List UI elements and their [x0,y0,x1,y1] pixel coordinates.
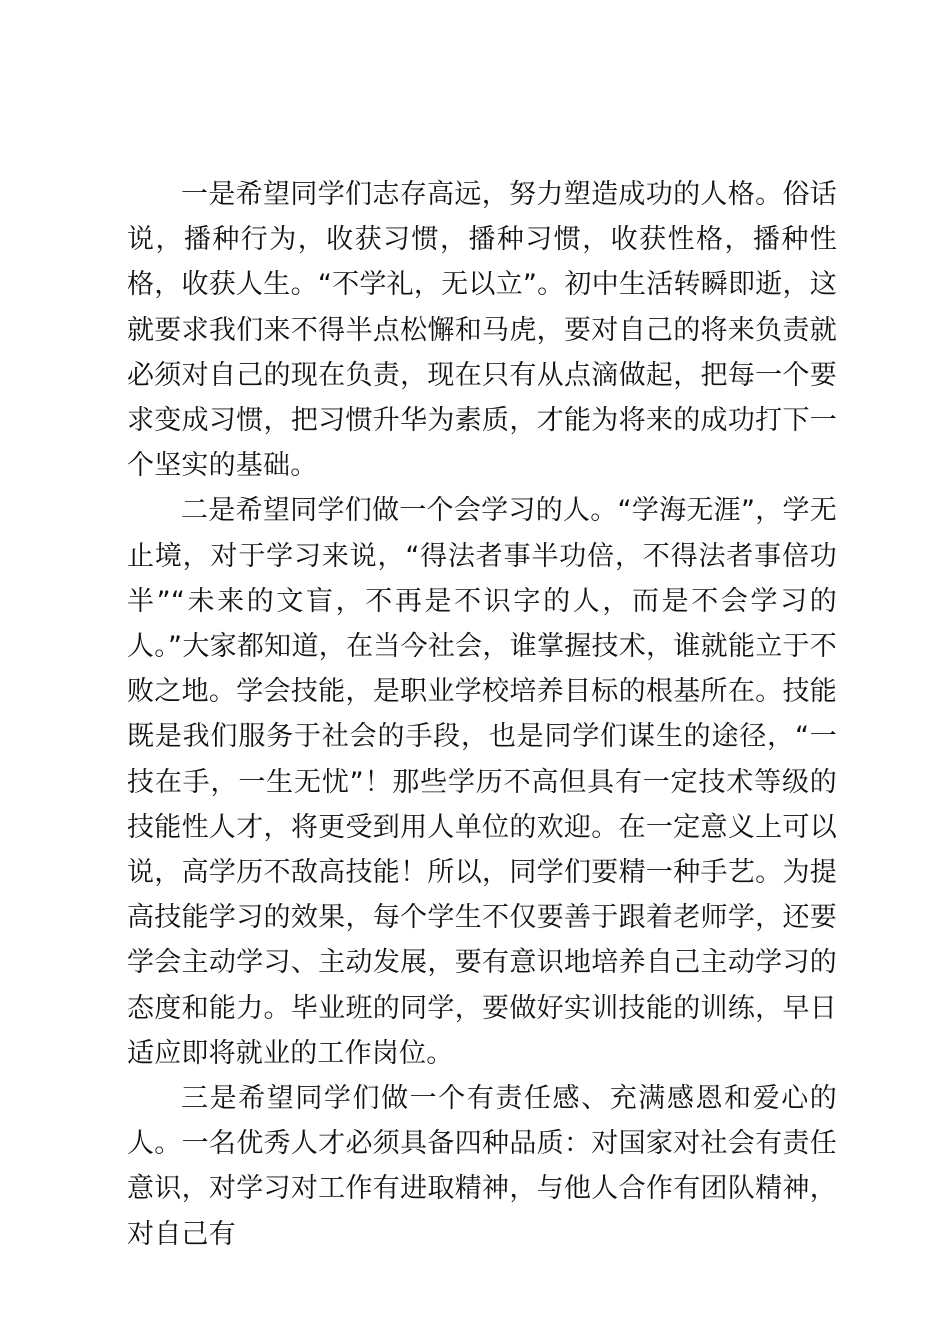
document-body [127,172,837,1257]
paragraph-2: 二是希望同学们做一个会学习的人。“学海无涯”，学无止境，对于学习来说，“得法者事半功倍，不得法者事倍功半”“未来的文盲，不再是不识字的人，而是不会学习的人。”大家都知道，在当今社会，谁掌握技术，谁就能立于不败之地。学会技能，是职业学校培养目标的根基所在。技能既是我们服务于社会的手段，也是同学们谋生的途径，“一技在手，一生无忧”！那些学历不高但具有一定技术等级的技能性人才，将更受到用人单位的欢迎。在一定意义上可以说，高学历不敌高技能！所以，同学们要精一种手艺。为提高技能学习的效果，每个学生不仅要善于跟着老师学，还要学会主动学习、主动发展，要有意识地培养自己主动学习的态度和能力。毕业班的同学，要做好实训技能的训练，早日适应即将就业的工作岗位。 [127,495,837,1069]
paragraph-3: 三是希望同学们做一个有责任感、充满感恩和爱心的人。一名优秀人才必须具备四种品质：对国家对社会有责任意识，对学习对工作有进取精神，与他人合作有团队精神，对自己有 [127,1083,837,1250]
paragraph-1: 一是希望同学们志存高远，努力塑造成功的人格。俗话说，播种行为，收获习惯，播种习惯，收获性格，播种性格，收获人生。“不学礼，无以立”。初中生活转瞬即逝，这就要求我们来不得半点松懈和马虎，要对自己的将来负责就必须对自己的现在负责，现在只有从点滴做起，把每一个要求变成习惯，把习惯升华为素质，才能为将来的成功打下一个坚实的基础。 [127,179,837,482]
